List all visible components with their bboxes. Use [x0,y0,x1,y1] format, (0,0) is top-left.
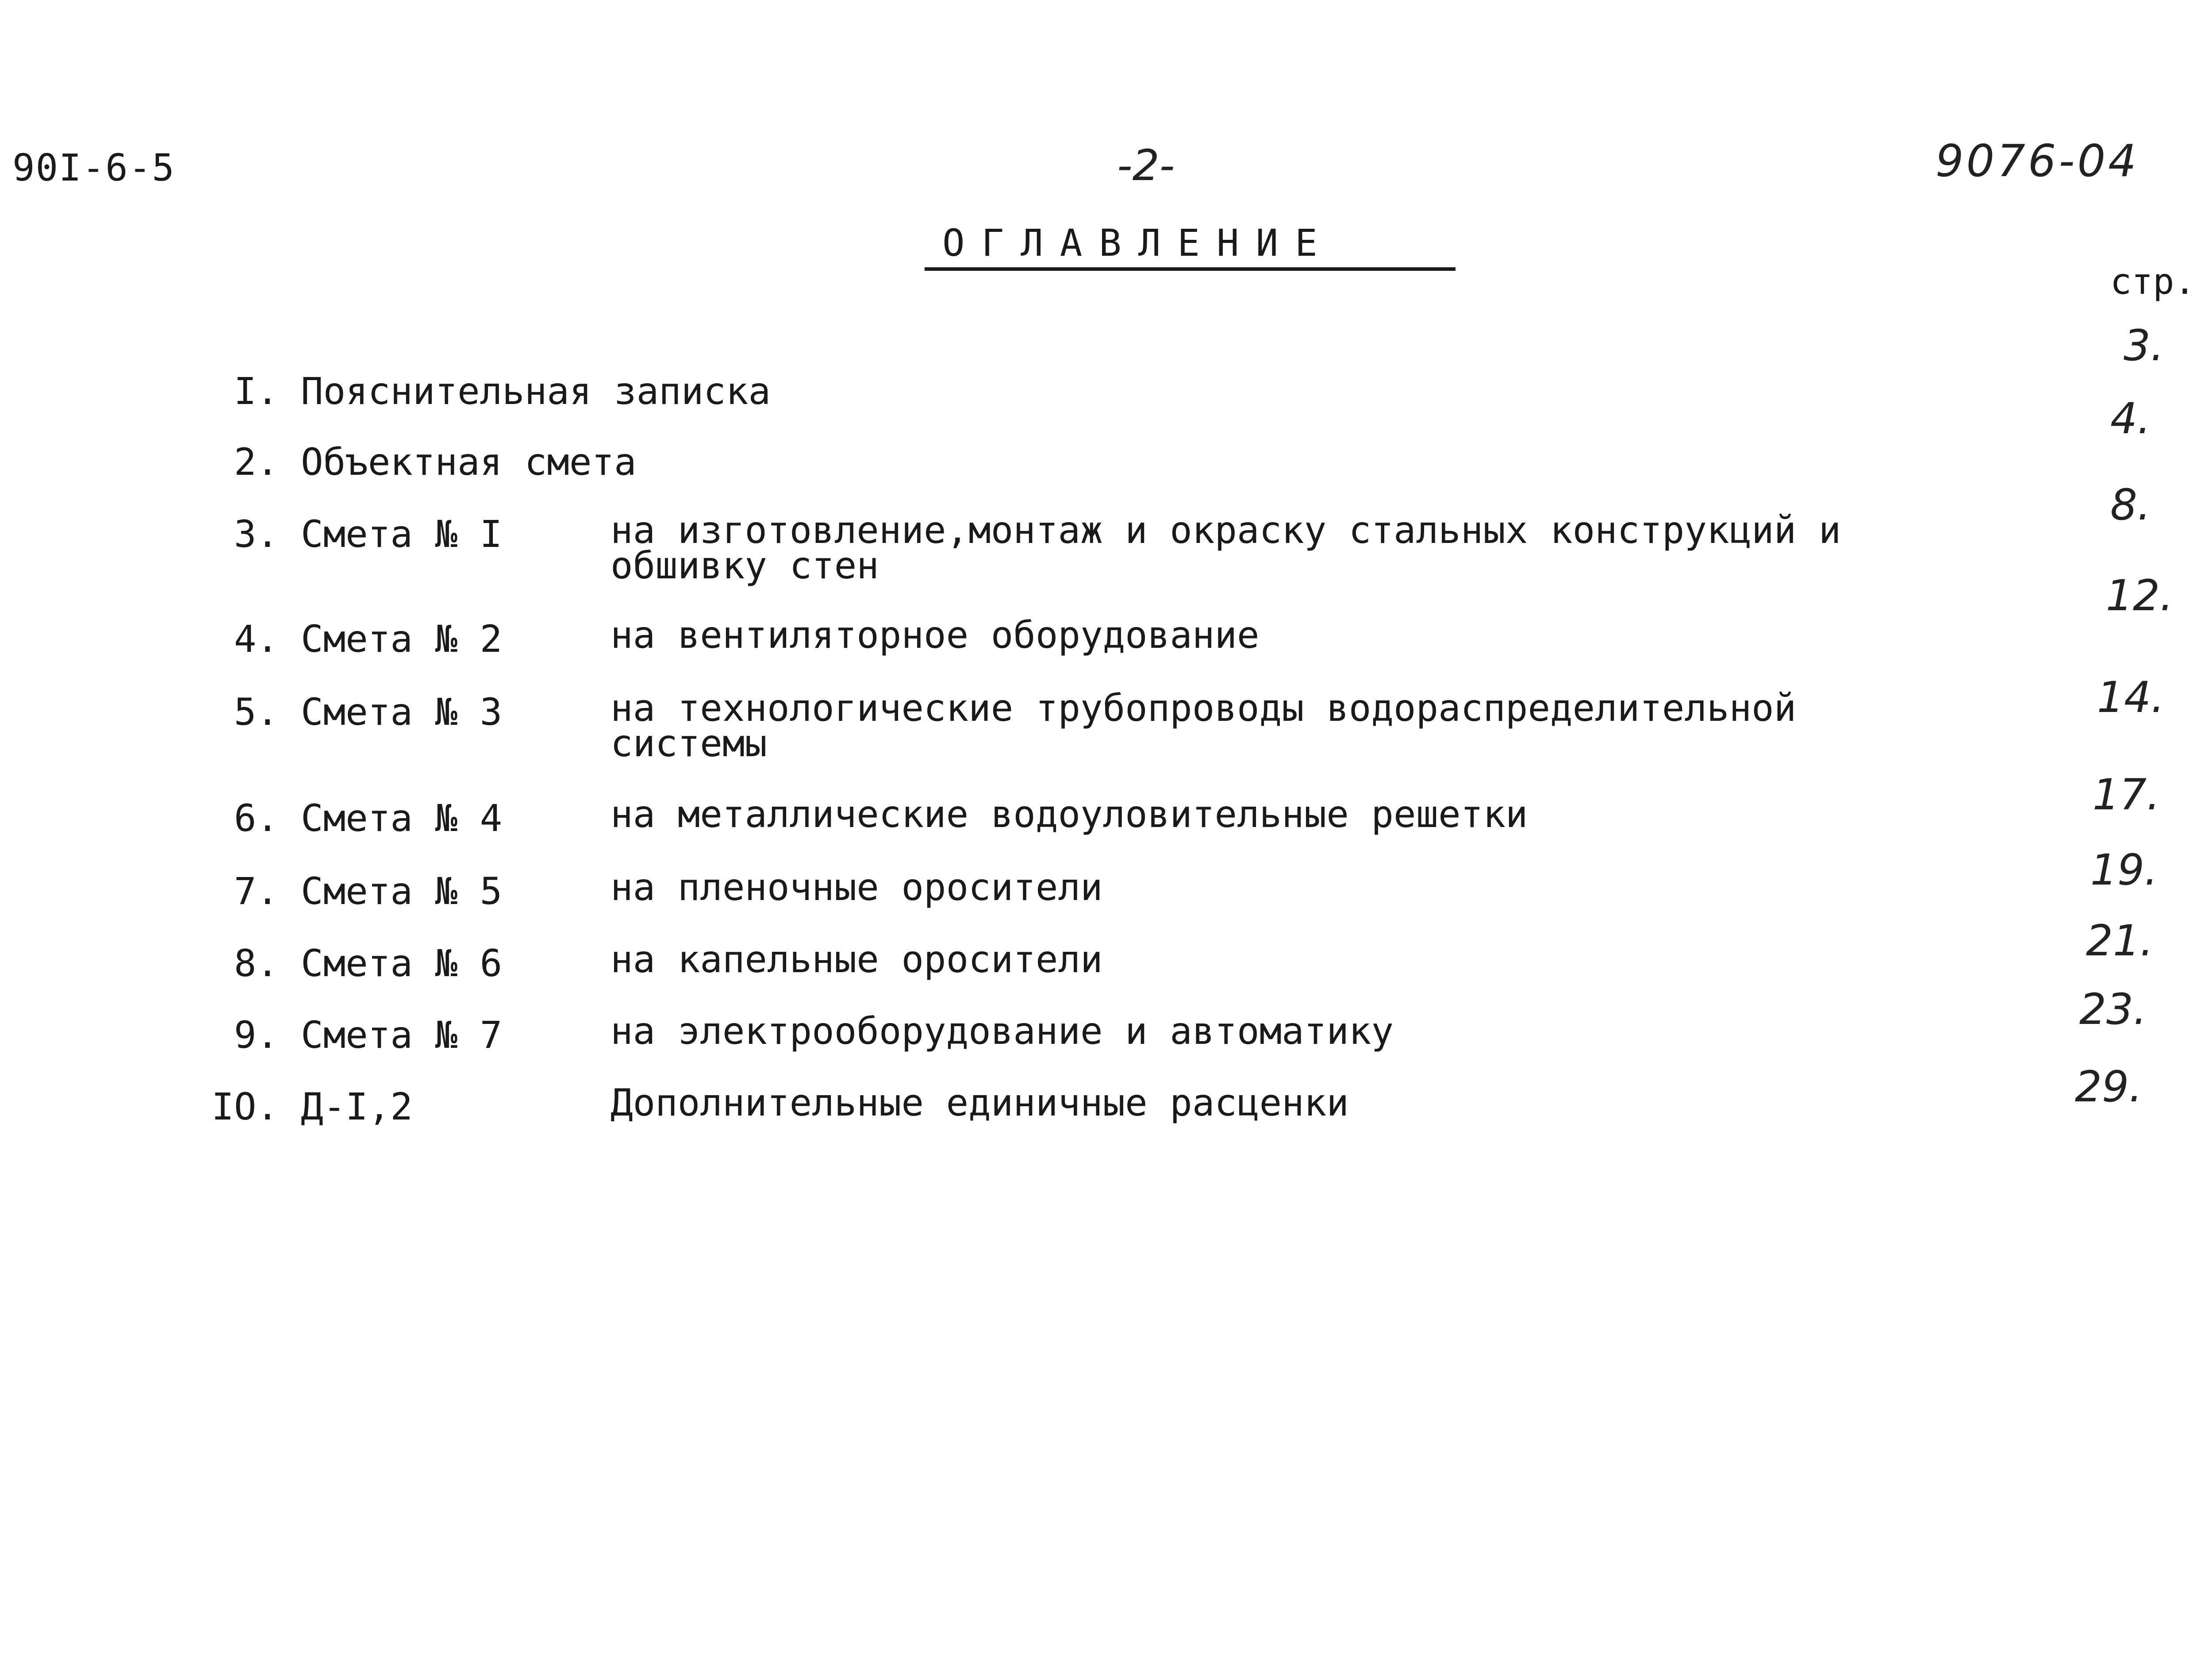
toc-entry-description: на технологические трубопроводы водораспределительной системы [611,686,1797,765]
toc-entry-description: Дополнительные единичные расценки [611,1081,1349,1124]
toc-page-number: 29. [2075,1062,2143,1112]
toc-page-number: 8. [2110,480,2151,530]
toc-entry [0,866,2212,936]
toc-entry-number: 9. [234,1013,279,1057]
toc-page-number: 17. [2093,770,2160,819]
toc-entry [0,686,2212,765]
toc-entry-description: на электрооборудование и автоматику [611,1009,1394,1053]
toc-page-number: 3. [2124,321,2164,370]
toc-entry-number: 6. [234,796,279,840]
toc-entry-label: Смета № 4 [301,796,503,840]
toc-entry-number: IO. [211,1085,279,1128]
toc-entry [0,369,2212,436]
page-number: -2- [1117,141,1175,190]
toc-entry-label: Д-I,2 [301,1085,413,1128]
toc-entry-number: I. [234,369,279,413]
toc-entry-label: Пояснительная записка [301,369,771,413]
toc-entry-description: на изготовление,монтаж и окраску стальных конструкций и обшивку стен [611,508,1841,587]
toc-entry-number: 3. [234,512,279,556]
toc-entry [0,613,2212,684]
toc-entry-description: на вентиляторное оборудование [611,613,1260,657]
toc-entry-label: Объектная смета [301,440,637,484]
page-column-header: стр. [2110,261,2196,302]
toc-page-number: 4. [2110,394,2151,443]
toc-entry-number: 8. [234,942,279,985]
toc-entry [0,440,2212,507]
toc-page-number: 14. [2097,673,2165,722]
toc-entry-label: Смета № 6 [301,942,503,985]
toc-page-number: 12. [2106,571,2174,620]
toc-entry-number: 4. [234,617,279,661]
toc-entry-number: 7. [234,869,279,913]
toc-page-number: 23. [2079,985,2147,1034]
toc-entry-label: Смета № 3 [301,690,503,734]
toc-entry [0,1081,2212,1151]
toc-entry-number: 2. [234,440,279,484]
toc-entry [0,508,2212,587]
toc-entry-label: Смета № 2 [301,617,503,661]
toc-entry-description: на металлические водоуловительные решетки [611,793,1528,836]
document-code-right: 9076-04 [1936,135,2139,187]
toc-entry-description: на пленочные оросители [611,866,1103,909]
toc-entry-label: Смета № 7 [301,1013,503,1057]
toc-entry-description: на капельные оросители [611,938,1103,981]
page-title: ОГЛАВЛЕНИЕ [925,221,1455,271]
document-code-left: 90I-6-5 [12,146,176,189]
toc-entry-number: 5. [234,690,279,734]
toc-page-number: 21. [2086,916,2154,966]
toc-entry-label: Смета № I [301,512,503,556]
toc-entry-label: Смета № 5 [301,869,503,913]
toc-page-number: 19. [2090,845,2158,895]
